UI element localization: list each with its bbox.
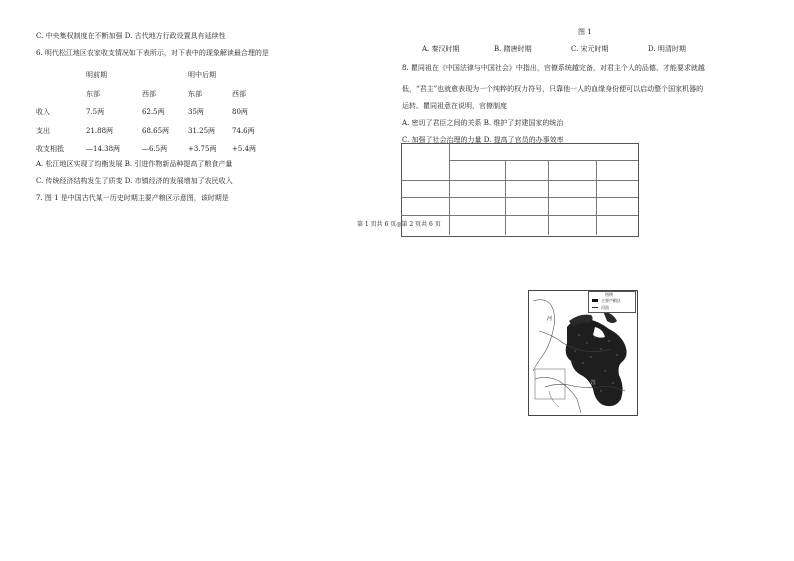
table-cell: 74.6两 (232, 127, 255, 135)
row-label-balance: 收支相抵 (36, 145, 64, 153)
legend-swatch-river (592, 307, 598, 308)
map-label-river: 江 (591, 380, 597, 386)
map-label-river: 河 (547, 316, 553, 322)
table-cell: 35两 (188, 108, 204, 116)
table-cell: 7.5两 (86, 108, 105, 116)
q5-options: C. 中央集权制度在不断加强 D. 古代地方行政设置具有延续性 (36, 32, 226, 40)
q7-stem: 7. 图 1 是中国古代某一历史时期主要产粮区示意图，该时期是 (36, 194, 229, 202)
q8-stem-line-3: 运转。瞿同祖意在说明，官僚制度 (402, 102, 507, 110)
q7-option-b: B. 隋唐时期 (494, 45, 532, 53)
page-footer: 第 1 页共 6 页◎第 2 页共 6 页 (357, 221, 441, 228)
header-early-ming: 明前期 (86, 71, 107, 79)
header-west-1: 西部 (142, 90, 156, 98)
table-cell: 62.5两 (142, 108, 165, 116)
map-legend (588, 291, 636, 313)
legend-item-river: 河流 (601, 305, 609, 310)
table-cell: 68.65两 (142, 127, 170, 135)
q6-stem: 6. 明代松江地区农家收支情况如下表所示，对下表中的现象解读最合理的是 (36, 49, 269, 57)
q8-stem-line-1: 8. 瞿同祖在《中国法律与中国社会》中指出，官僚系统越完备，对君主个人的品德、才能要求就越 (402, 64, 705, 72)
table-cell: —14.38两 (86, 145, 121, 153)
figure-caption: 图 1 (578, 28, 592, 36)
table-cell: —6.5两 (142, 145, 168, 153)
q7-option-d: D. 明清时期 (648, 45, 686, 53)
table-cell: 31.25两 (188, 127, 216, 135)
q7-option-c: C. 宋元时期 (571, 45, 609, 53)
q8-stem-line-2: 低，“君主”也就愈表现为一个纯粹的权力符号，只靠他一人的血缘身份便可以启动整个国家机器的 (402, 85, 704, 93)
table-cell: 21.88两 (86, 127, 114, 135)
table-cell: +5.4两 (232, 145, 256, 153)
q8-options-cd: C. 加强了社会治理的力量 D. 提高了官员的办事效率 (402, 136, 564, 144)
table-cell: 80两 (232, 108, 248, 116)
header-west-2: 西部 (232, 90, 246, 98)
row-label-expense: 支出 (36, 127, 50, 135)
q7-option-a: A. 秦汉时期 (422, 45, 460, 53)
legend-item-grain: 主要产粮区 (601, 298, 621, 303)
header-east-2: 东部 (188, 90, 202, 98)
legend-title: 图例 (605, 292, 613, 297)
table-cell: +3.75两 (188, 145, 217, 153)
q6-options-ab: A. 松江地区实现了均衡发展 B. 引进作物新品种提高了粮食产量 (36, 160, 233, 168)
header-east-1: 东部 (86, 90, 100, 98)
q8-options-ab: A. 密切了君臣之间的关系 B. 维护了封建国家的统治 (402, 119, 564, 127)
header-mid-late-ming: 明中后期 (188, 71, 216, 79)
legend-swatch-grain (592, 299, 598, 302)
row-label-income: 收入 (36, 108, 50, 116)
q6-options-cd: C. 传统经济结构发生了质变 D. 市镇经济的发展增加了农民收入 (36, 177, 233, 185)
